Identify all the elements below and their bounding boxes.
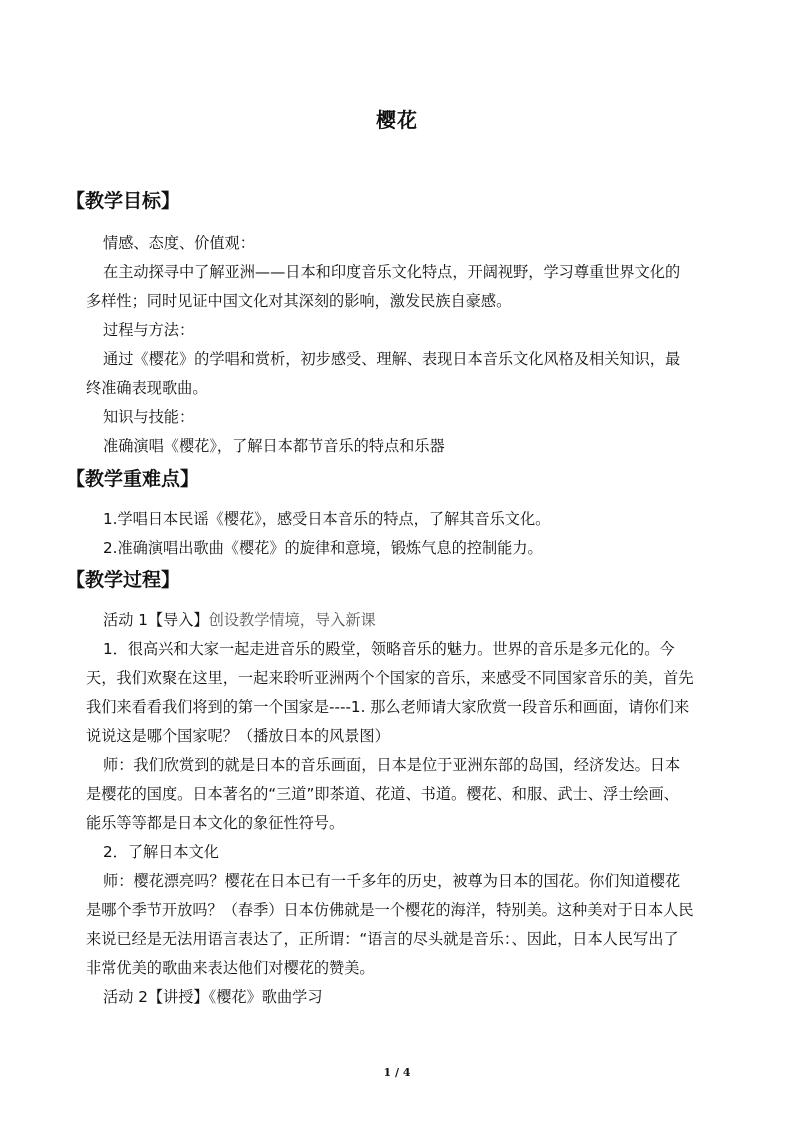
document-title: 樱花 bbox=[376, 108, 418, 132]
key-point-2: 2.准确演唱出歌曲《樱花》的旋律和意境，锻炼气息的控制能力。 bbox=[103, 539, 543, 557]
activity-1-text: 创设教学情境，导入新课 bbox=[208, 611, 376, 629]
para-1-line-1: 1．很高兴和大家一起走进音乐的殿堂，领略音乐的魅力。世界的音乐是多元化的。今 bbox=[103, 640, 675, 658]
para-1-line-2: 天，我们欢聚在这里，一起来聆听亚洲两个个国家的音乐，来感受不同国家音乐的美，首先 bbox=[86, 669, 694, 687]
para-1-line-4: 说说这是哪个国家呢？（播放日本的风景图） bbox=[86, 727, 390, 745]
skills-label: 知识与技能： bbox=[103, 408, 195, 426]
para-3-line-1: 师：樱花漂亮吗？樱花在日本已有一千多年的历史，被尊为日本的国花。你们知道樱花 bbox=[103, 872, 681, 890]
emotion-line-1: 在主动探寻中了解亚洲——日本和印度音乐文化特点，开阔视野，学习尊重世界文化的 bbox=[103, 263, 681, 281]
para-2-line-1: 师：我们欣赏到的就是日本的音乐画面，日本是位于亚洲东部的岛国，经济发达。日本 bbox=[103, 756, 681, 774]
item-2-title: 2．了解日本文化 bbox=[103, 843, 219, 861]
para-3-line-2: 是哪个季节开放吗？（春季）日本仿佛就是一个樱花的海洋，特别美。这种美对于日本人民 bbox=[86, 901, 694, 919]
section-heading-process: 【教学过程】 bbox=[66, 569, 181, 591]
activity-1-prefix: 活动 1【导入】 bbox=[103, 611, 209, 629]
section-heading-objectives: 【教学目标】 bbox=[66, 190, 181, 212]
emotion-line-2: 多样性；同时见证中国文化对其深刻的影响，激发民族自豪感。 bbox=[86, 292, 512, 310]
para-1-line-3: 我们来看看我们将到的第一个国家是----1. 那么老师请大家欣赏一段音乐和画面，请你们来 bbox=[86, 698, 690, 716]
key-point-1: 1.学唱日本民谣《樱花》，感受日本音乐的特点，了解其音乐文化。 bbox=[103, 510, 551, 528]
activity-1 bbox=[103, 610, 376, 630]
activity-2: 活动 2【讲授】《樱花》歌曲学习 bbox=[103, 988, 323, 1006]
page-number: 1 / 4 bbox=[383, 1066, 411, 1079]
para-3-line-3: 来说已经是无法用语言表达了，正所谓：“语言的尽头就是音乐：、因此，日本人民写出了 bbox=[86, 930, 679, 948]
para-2-line-3: 能乐等等都是日本文化的象征性符号。 bbox=[86, 814, 345, 832]
process-line-1: 通过《樱花》的学唱和赏析，初步感受、理解、表现日本音乐文化风格及相关知识，最 bbox=[103, 350, 681, 368]
process-line-2: 终准确表现歌曲。 bbox=[86, 379, 208, 397]
emotion-label: 情感、态度、价值观： bbox=[103, 234, 255, 252]
skills-line-1: 准确演唱《樱花》，了解日本都节音乐的特点和乐器 bbox=[103, 437, 445, 455]
process-label: 过程与方法： bbox=[103, 321, 195, 339]
para-3-line-4: 非常优美的歌曲来表达他们对樱花的赞美。 bbox=[86, 959, 375, 977]
section-heading-key-points: 【教学重难点】 bbox=[66, 468, 200, 490]
para-2-line-2: 是樱花的国度。日本著名的“三道”即茶道、花道、书道。樱花、和服、武士、浮士绘画、 bbox=[86, 785, 679, 803]
